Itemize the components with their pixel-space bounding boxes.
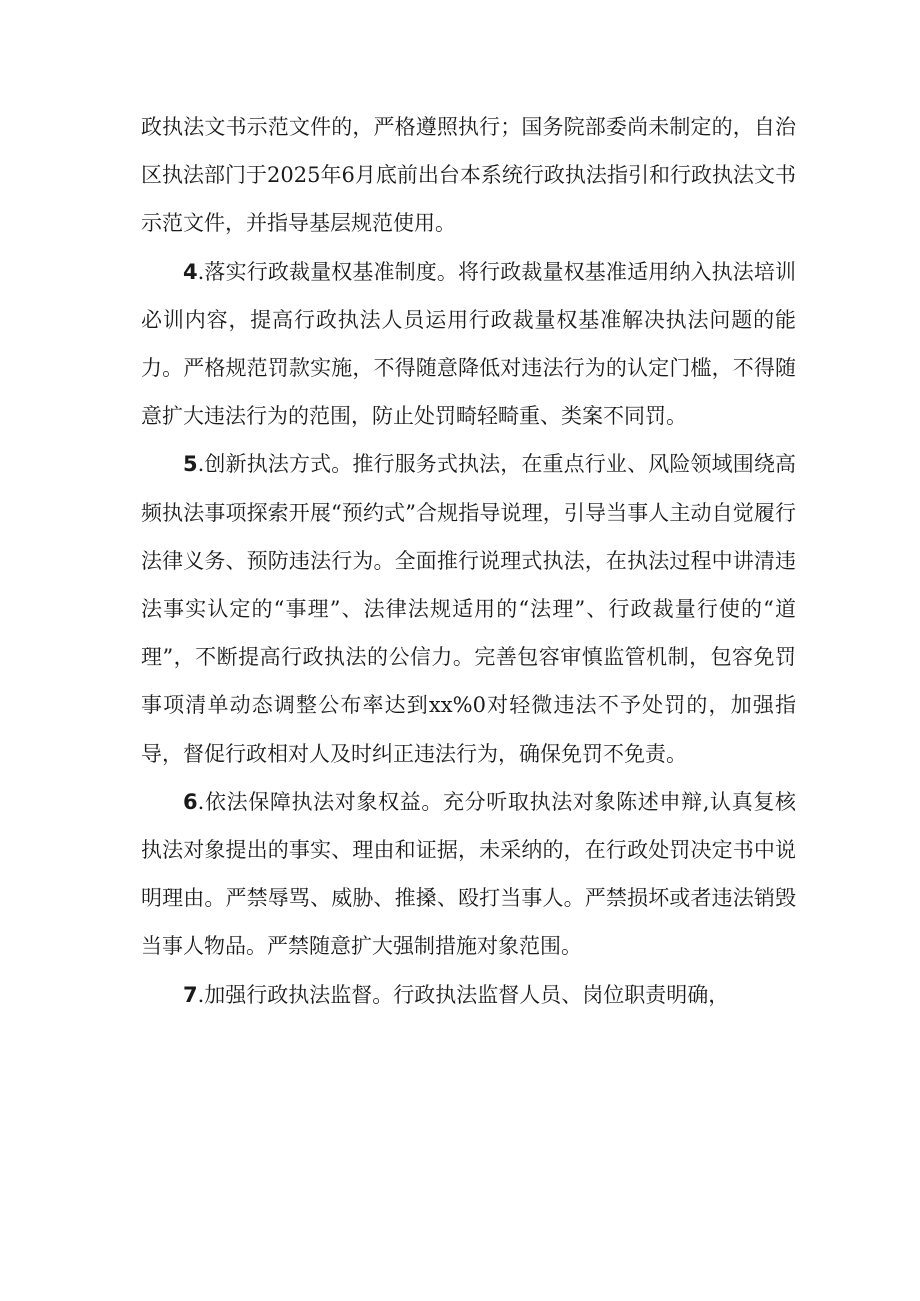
document-body (141, 103, 796, 1019)
paragraph-text: 政执法文书示范文件的，严格遵照执行；国务院部委尚未制定的，自治区执法部门于2025年6月底前出台本系统行政执法指引和行政执法文书示范文件，并指导基层规范使用。 (141, 115, 796, 236)
paragraph-number: 4 (183, 259, 198, 284)
paragraph-item-6 (141, 778, 796, 971)
paragraph-number: 6 (183, 789, 198, 814)
paragraph-text: .创新执法方式。推行服务式执法，在重点行业、风险领域围绕高频执法事项探索开展“预约式”合规指导说理，引导当事人主动自觉履行法律义务、预防违法行为。全面推行说理式执法，在执法过程中讲清违法事实认定的“事理”、法律法规适用的“法理”、行政裁量行使的“道理”，不断提高行政执法的公信力。完善包容审慎监管机制，包容免罚事项清单动态调整公布率达到xx%0对轻微违法不予处罚的，加强指导，督促行政相对人及时纠正违法行为，确保免罚不免责。 (141, 452, 796, 766)
paragraph-item-5 (141, 440, 796, 777)
paragraph-text: .落实行政裁量权基准制度。将行政裁量权基准适用纳入执法培训必训内容，提高行政执法人员运用行政裁量权基准解决执法问题的能力。严格规范罚款实施，不得随意降低对违法行为的认定门槛，不得随意扩大违法行为的范围，防止处罚畸轻畸重、类案不同罚。 (141, 259, 796, 429)
paragraph-number: 7 (183, 982, 198, 1007)
paragraph-item-4 (141, 248, 796, 441)
paragraph-continuation (141, 103, 796, 248)
paragraph-item-7 (141, 971, 796, 1019)
paragraph-text: .依法保障执法对象权益。充分听取执法对象陈述申辩,认真复核执法对象提出的事实、理由和证据，未采纳的，在行政处罚决定书中说明理由。严禁辱骂、威胁、推搡、殴打当事人。严禁损坏或者违法销毁当事人物品。严禁随意扩大强制措施对象范围。 (141, 789, 796, 959)
paragraph-number: 5 (183, 452, 198, 477)
paragraph-text: .加强行政执法监督。行政执法监督人员、岗位职责明确， (197, 982, 730, 1007)
